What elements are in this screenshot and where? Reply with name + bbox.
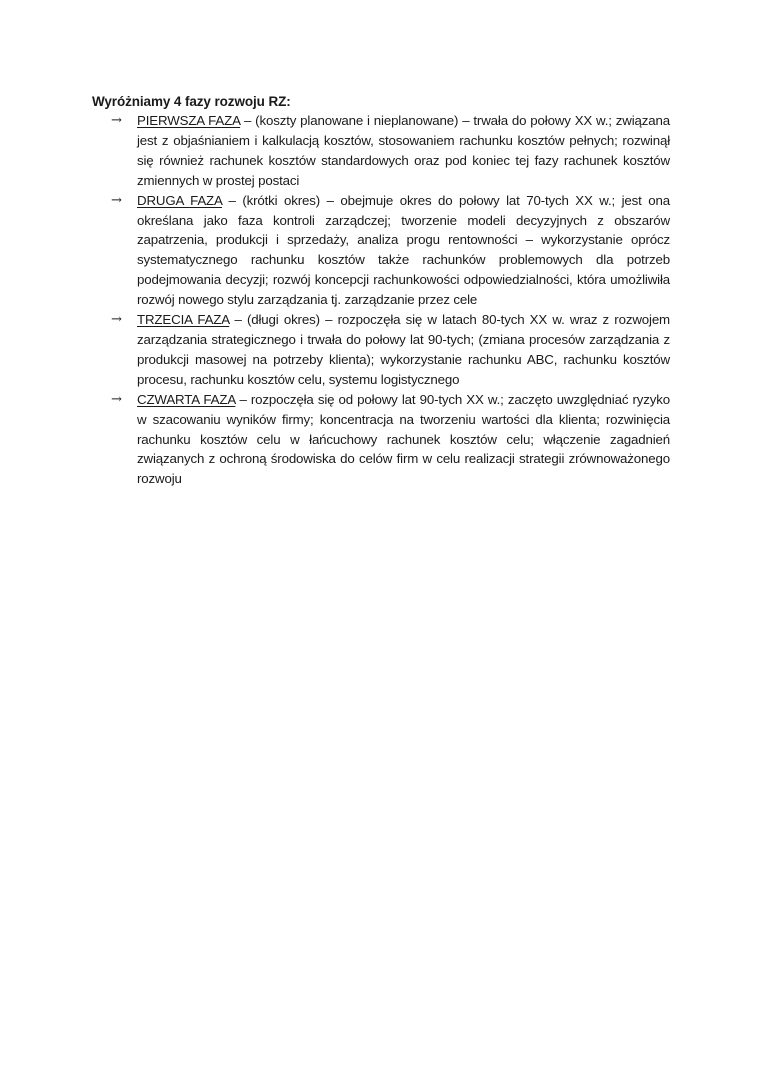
list-item-phase-3 [108, 310, 670, 390]
phase-description: – rozpoczęła się od połowy lat 90-tych XX w.; zaczęto uwzględniać ryzyko w szacowaniu wyników firmy; koncentracja na tworzeniu wartości dla klienta; rozwinięcia rachunku kosztów celu w łańcuchowy rachunek kosztów celu; włączenie zagadnień związanych z ochroną środowiska do celów firm w celu realizacji strategii zrównoważonego rozwoju [137, 391, 670, 487]
phase-term: CZWARTA FAZA [137, 391, 236, 407]
phase-term: TRZECIA FAZA [137, 312, 230, 328]
phase-description: – (koszty planowane i nieplanowane) – trwała do połowy XX w.; związana jest z objaśnianiem i kalkulacją kosztów, stosowaniem rachunku kosztów pełnych; rozwinął się również rachunek kosztów standardowych oraz pod koniec tej fazy rachunek kosztów zmiennych w prostej postaci [137, 113, 670, 188]
phase-term: PIERWSZA FAZA [137, 113, 241, 128]
section-heading: Wyróżniamy 4 fazy rozwoju RZ: [92, 94, 291, 109]
list-item-phase-2 [108, 191, 670, 310]
phase-term: DRUGA FAZA [137, 192, 222, 208]
arrow-bullet-icon: → [111, 192, 122, 208]
phase-description: – (długi okres) – rozpoczęła się w latach 80-tych XX w. wraz z rozwojem zarządzania strategicznego i trwała do połowy lat 90-tych; (zmiana procesów zarządzania z produkcji masowej na potrzeby klienta); wykorzystanie rachunku ABC, rachunku kosztów procesu, rachunku kosztów celu, systemu logistycznego [137, 312, 670, 387]
phase-list [108, 111, 670, 489]
list-item-phase-1 [108, 111, 670, 191]
arrow-bullet-icon: → [111, 312, 122, 328]
list-item-phase-4 [108, 390, 670, 490]
arrow-bullet-icon: → [111, 113, 122, 128]
phase-description: – (krótki okres) – obejmuje okres do połowy lat 70-tych XX w.; jest ona określana jako faza kontroli zarządczej; tworzenie modeli decyzyjnych z obszarów zapatrzenia, produkcji i sprzedaży, analiza progu rentowności – wykorzystanie oprócz systematycznego rachunku kosztów także rachunków problemowych dla potrzeb podejmowania decyzji; rozwój koncepcji rachunkowości odpowiedzialności, która umożliwiła rozwój nowego stylu zarządzania tj. zarządzanie przez cele [137, 192, 670, 308]
arrow-bullet-icon: → [111, 391, 122, 407]
